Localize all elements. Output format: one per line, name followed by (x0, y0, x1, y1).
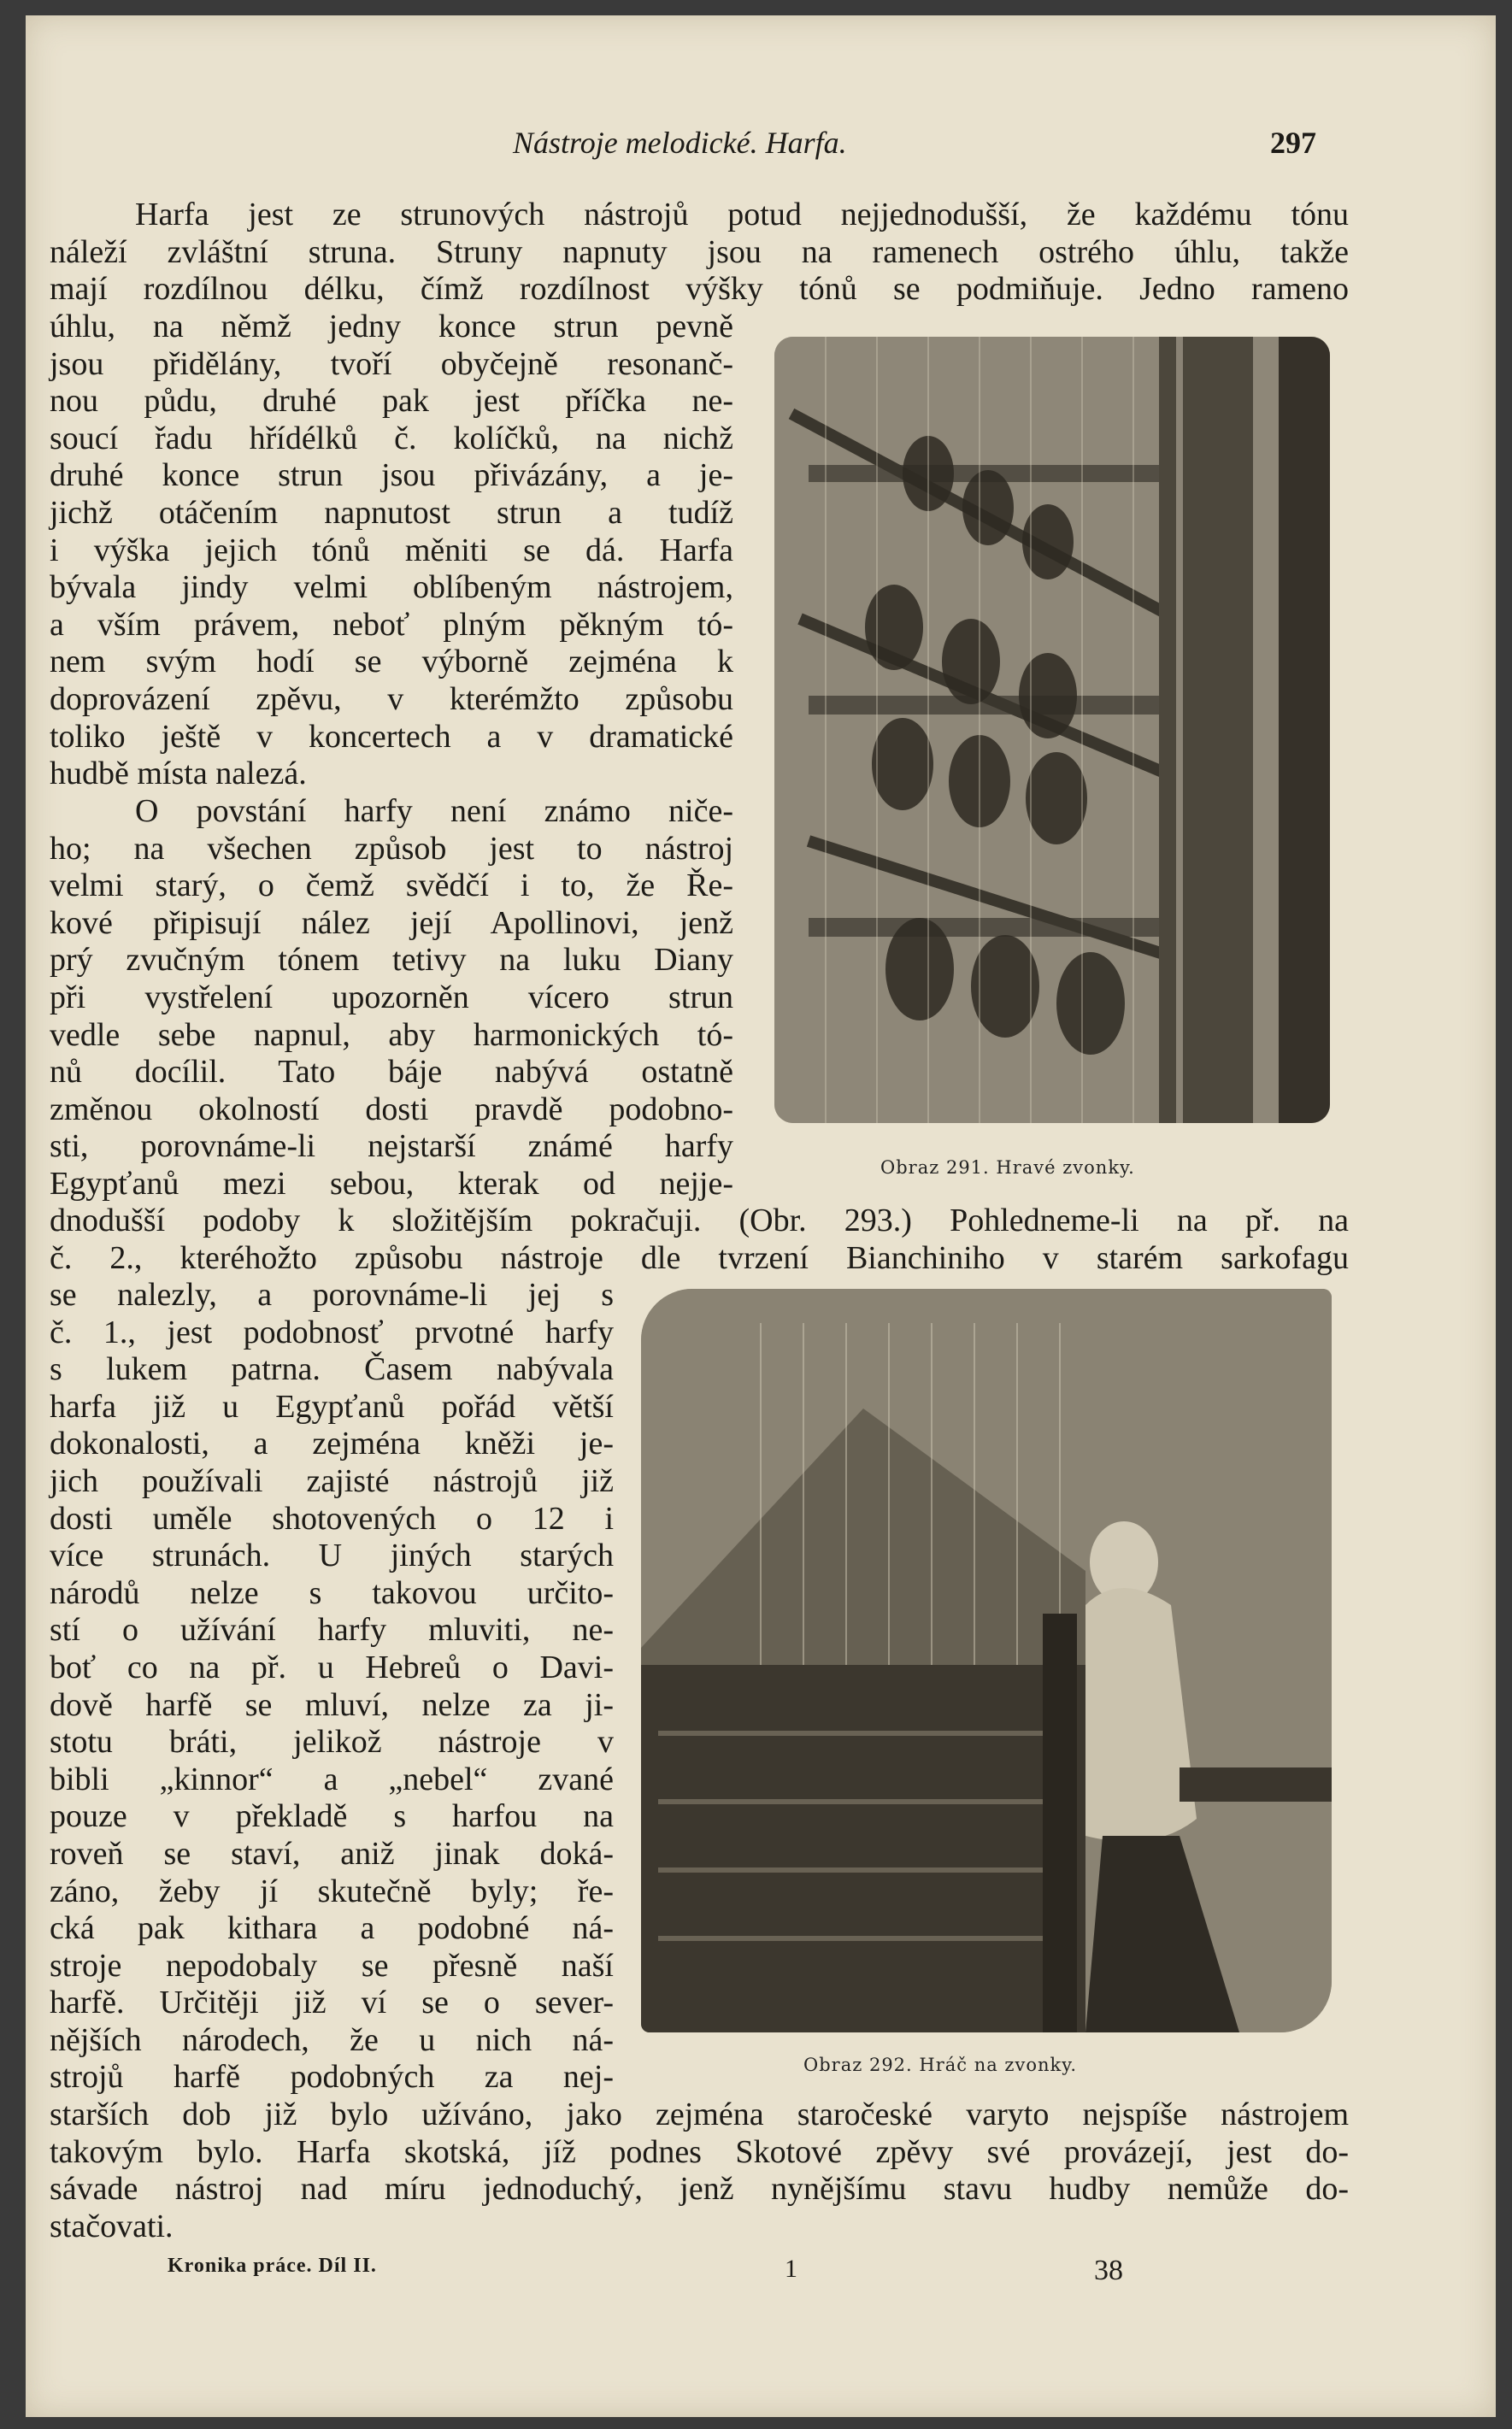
text-line: dnodušší podoby k složitějším pokračuji. (Obr. 293.) Pohledneme-li na př. na (50, 1203, 1349, 1238)
text-line: soucí řadu hřídélků č. kolíčků, na nichž (50, 420, 733, 456)
body-text-top (50, 197, 1349, 309)
text-line: Egypťanů mezi sebou, kterak od nejje- (50, 1165, 733, 1202)
text-line: pouze v překladě s harfou na (50, 1798, 614, 1835)
text-line: více strunách. U jiných starých (50, 1538, 614, 1574)
text-line: jsou přidělány, tvoří obyčejně resonanč- (50, 345, 733, 382)
text-line: bývala jindy velmi oblíbeným nástrojem, (50, 569, 733, 606)
text-line: a vším právem, neboť plným pěkným tó- (50, 606, 733, 643)
text-line: prý zvučným tónem tetivy na luku Diany (50, 942, 733, 979)
figure-291-bells-engraving (774, 337, 1330, 1123)
text-line: cká pak kithara a podobné ná- (50, 1910, 614, 1947)
text-line: i výška jejich tónů měniti se dá. Harfa (50, 532, 733, 568)
footer-signature: 38 (1094, 2255, 1123, 2286)
text-line: stačovati. (50, 2208, 174, 2244)
running-title: Nástroje melodické. Harfa. (513, 126, 847, 160)
text-line: náleží zvláštní struna. Struny napnuty jsou na ramenech ostrého úhlu, takže (50, 233, 1349, 270)
body-text-beside-figure-292 (50, 1277, 614, 2097)
text-line: strojů harfě podobných za nej- (50, 2059, 614, 2096)
text-line: harfa již u Egypťanů pořád větší (50, 1388, 614, 1425)
figure-292-bell-player-engraving (641, 1289, 1332, 2032)
text-line: při vystřelení upozorněn vícero strun (50, 979, 733, 1015)
text-line: boť co na př. u Hebreů o Davi- (50, 1649, 614, 1685)
text-line: vedle sebe napnul, aby harmonických tó- (50, 1016, 733, 1053)
text-line: se nalezly, a porovnáme-li jej s (50, 1277, 614, 1313)
text-line: stroje nepodobaly se přesně naší (50, 1947, 614, 1984)
figure-292-caption: Obraz 292. Hráč na zvonky. (803, 2055, 1077, 2075)
text-line: nem svým hodí se výborně zejména k (50, 644, 733, 680)
text-line: mají rozdílnou délku, čímž rozdílnost výšky tónů se podmiňuje. Jedno rameno (50, 271, 1349, 308)
text-line: sti, porovnáme-li nejstarší známé harfy (50, 1128, 733, 1165)
body-text-middle (50, 1203, 1349, 1277)
text-line: Harfa jest ze strunových nástrojů potud nejjednodušší, že každému tónu (135, 197, 1349, 232)
body-text-paragraph-origin (50, 793, 733, 1203)
text-line: hudbě místa nalezá. (50, 756, 307, 792)
text-line: kové připisují nález její Apollinovi, jenž (50, 904, 733, 941)
text-line: O povstání harfy není známo niče- (135, 793, 733, 829)
text-line: záno, žeby jí skutečně byly; ře- (50, 1873, 614, 1909)
footer-publication: Kronika práce. Díl II. (168, 2255, 377, 2277)
text-line: stí o užívání harfy mluviti, ne- (50, 1612, 614, 1649)
text-line: nů docílil. Tato báje nabývá ostatně (50, 1054, 733, 1091)
body-text-beside-figure-291 (50, 309, 733, 793)
footer-mark: 1 (785, 2255, 797, 2283)
text-line: harfě. Určitěji již ví se o sever- (50, 1985, 614, 2021)
text-line: s lukem patrna. Časem nabývala (50, 1351, 614, 1388)
text-line: dově harfě se mluví, nelze za ji- (50, 1686, 614, 1723)
text-line: nějších národech, že u nich ná- (50, 2021, 614, 2058)
text-line: jichž otáčením napnutost strun a tudíž (50, 494, 733, 531)
text-line: č. 2., kteréhožto způsobu nástroje dle tvrzení Bianchiniho v starém sarkofagu (50, 1239, 1349, 1276)
text-line: starších dob již bylo užíváno, jako zejména staročeské varyto nejspíše nástrojem (50, 2097, 1349, 2132)
text-line: roveň se staví, aniž jinak doká- (50, 1835, 614, 1872)
page-number: 297 (1270, 126, 1316, 160)
text-line: druhé konce strun jsou přivázány, a je- (50, 457, 733, 494)
book-page (26, 15, 1496, 2417)
text-line: toliko ještě v koncertech a v dramatické (50, 718, 733, 755)
text-line: velmi starý, o čemž svědčí i to, že Ře- (50, 868, 733, 904)
text-line: bibli „kinnor“ a „nebel“ zvané (50, 1761, 614, 1797)
text-line: úhlu, na němž jedny konce strun pevně (50, 309, 733, 344)
text-line: jich používali zajisté nástrojů již (50, 1462, 614, 1499)
text-line: dokonalosti, a zejména kněži je- (50, 1426, 614, 1462)
text-line: stotu bráti, jelikož nástroje v (50, 1724, 614, 1761)
text-line: dosti uměle shotovených o 12 i (50, 1500, 614, 1537)
figure-291-caption: Obraz 291. Hravé zvonky. (880, 1157, 1135, 1178)
body-text-bottom (50, 2097, 1349, 2245)
text-line: nou půdu, druhé pak jest příčka ne- (50, 383, 733, 420)
text-line: sávade nástroj nad míru jednoduchý, jenž nynějšímu stavu hudby nemůže do- (50, 2171, 1349, 2208)
text-line: národů nelze s takovou určito- (50, 1574, 614, 1611)
text-line: takovým bylo. Harfa skotská, jíž podnes Skotové zpěvy své provázejí, jest do- (50, 2133, 1349, 2170)
text-line: doprovázení zpěvu, v kterémžto způsobu (50, 680, 733, 717)
text-line: č. 1., jest podobnosť prvotné harfy (50, 1314, 614, 1350)
text-line: ho; na všechen způsob jest to nástroj (50, 830, 733, 867)
text-line: změnou okolností dosti pravdě podobno- (50, 1091, 733, 1127)
